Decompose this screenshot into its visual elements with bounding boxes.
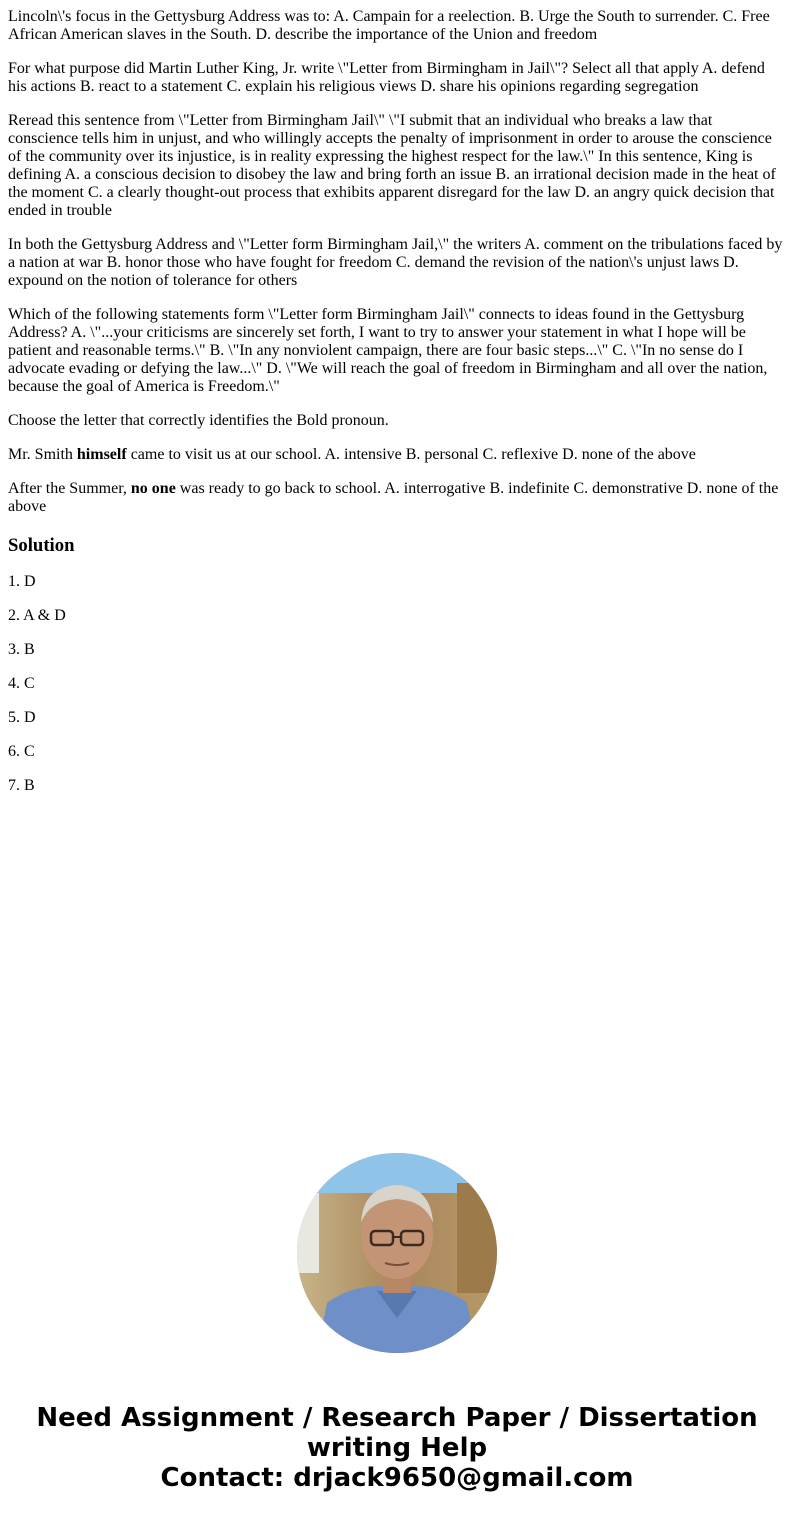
solution-heading: Solution	[8, 535, 75, 556]
question-6-bold-pronoun: himself	[76, 446, 127, 463]
question-6	[8, 446, 786, 464]
answer-item: 4. C	[8, 675, 35, 692]
person-photo-icon	[297, 1153, 497, 1353]
question-7-after: was ready to go back to school. A. interrogative B. indefinite C. demonstrative D. none of the above	[8, 480, 779, 515]
question-1: Lincoln\'s focus in the Gettysburg Address was to: A. Campain for a reelection. B. Urge the South to surrender. C. Free African American slaves in the South. D. describe the importance of the Union and freedom	[8, 8, 770, 43]
answer-item: 5. D	[8, 709, 36, 726]
question-5: Which of the following statements form \"Letter form Birmingham Jail\" connects to ideas found in the Gettysburg Address? A. \"...your criticisms are sincerely set forth, I want to try to answer your statement in what I hope will be patient and reasonable terms.\" B. \"In any nonviolent campaign, there are four basic steps...\" C. \"In no sense do I advocate evading or defying the law...\" D. \"We will reach the goal of freedom in Birmingham and all over the nation, because the goal of America is Freedom.\"	[8, 306, 768, 395]
question-7	[8, 480, 786, 516]
footer-banner	[0, 1403, 794, 1493]
question-2: For what purpose did Martin Luther King, Jr. write \"Letter from Birmingham in Jail\"? Select all that apply A. defend his actions B. react to a statement C. explain his religious views D. share his opinions regarding segregation	[8, 60, 765, 95]
question-7-bold-pronoun: no one	[130, 480, 176, 497]
question-6-before: Mr. Smith	[8, 446, 77, 463]
question-4: In both the Gettysburg Address and \"Letter form Birmingham Jail,\" the writers A. comment on the tribulations faced by a nation at war B. honor those who have fought for freedom C. demand the revision of the nation\'s unjust laws D. expound on the notion of tolerance for others	[8, 236, 783, 289]
solution-answers	[8, 573, 786, 795]
footer-contact: Contact: drjack9650@gmail.com	[160, 1463, 634, 1493]
question-6-after: came to visit us at our school. A. intensive B. personal C. reflexive D. none of the above	[126, 446, 696, 463]
tutor-avatar	[297, 1153, 497, 1353]
answer-item: 1. D	[8, 573, 36, 590]
instruction-text: Choose the letter that correctly identifies the Bold pronoun.	[8, 412, 389, 429]
answer-item: 6. C	[8, 743, 35, 760]
footer-line-2: writing Help	[306, 1433, 488, 1463]
answer-item: 3. B	[8, 641, 35, 658]
answer-item: 2. A & D	[8, 607, 66, 624]
answer-item: 7. B	[8, 777, 35, 794]
footer-line-1: Need Assignment / Research Paper / Dissertation	[36, 1403, 758, 1433]
question-3: Reread this sentence from \"Letter from Birmingham Jail\" \"I submit that an individual who breaks a law that conscience tells him in unjust, and who willingly accepts the penalty of imprisonment in order to arouse the conscience of the community over its injustice, is in reality expressing the highest respect for the law.\" In this sentence, King is defining A. a conscious decision to disobey the law and bring forth an issue B. an irrational decision made in the heat of the moment C. a clearly thought-out process that exhibits apparent disregard for the law D. an angry quick decision that ended in trouble	[8, 112, 776, 219]
question-7-before: After the Summer,	[8, 480, 131, 497]
